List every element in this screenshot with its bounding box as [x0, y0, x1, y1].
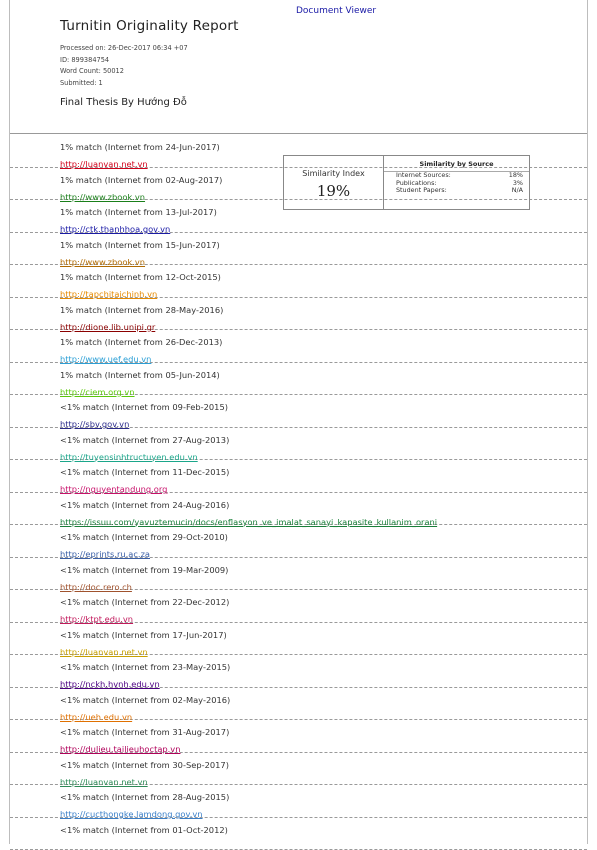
match-list — [10, 135, 587, 850]
match-source-link[interactable]: http://dulieu.tailieuhoctap.vn — [60, 744, 180, 754]
similarity-index-label: Similarity Index — [284, 169, 383, 178]
match-item — [10, 493, 587, 526]
report-id: ID: 899384754 — [60, 55, 188, 67]
match-item — [10, 298, 587, 331]
report-page — [9, 0, 588, 844]
match-source-link[interactable]: http://ueh.edu.vn — [60, 712, 132, 722]
word-count: Word Count: 50012 — [60, 66, 188, 78]
similarity-index-panel — [284, 156, 384, 209]
match-source-link[interactable]: http://nckh.hvnh.edu.vn — [60, 679, 160, 689]
match-description: <1% match (Internet from 09-Feb-2015) — [60, 402, 587, 412]
match-item — [10, 688, 587, 721]
source-value: 3% — [513, 180, 523, 188]
match-source-link[interactable]: https://issuu.com/yavuztemucin/docs/enflasyon_ve_imalat_sanayi_kapasite_kullanim_orani — [60, 517, 437, 527]
source-label: Student Papers: — [396, 187, 447, 195]
match-item — [10, 428, 587, 461]
match-item — [10, 590, 587, 623]
match-description: 1% match (Internet from 13-Jul-2017) — [60, 207, 587, 217]
match-description: <1% match (Internet from 23-May-2015) — [60, 662, 587, 672]
match-item — [10, 623, 587, 656]
match-description: <1% match (Internet from 11-Dec-2015) — [60, 467, 587, 477]
match-description: <1% match (Internet from 01-Oct-2012) — [60, 825, 587, 835]
match-description: <1% match (Internet from 19-Mar-2009) — [60, 565, 587, 575]
match-source-link[interactable]: http://dione.lib.unipi.gr — [60, 322, 155, 332]
document-viewer-link[interactable]: Document Viewer — [296, 6, 376, 16]
match-description: 1% match (Internet from 02-Aug-2017) — [60, 175, 587, 185]
match-item — [10, 265, 587, 298]
header-divider — [10, 133, 587, 134]
match-source-link[interactable]: http://www.zbook.vn — [60, 257, 145, 267]
match-description: 1% match (Internet from 26-Dec-2013) — [60, 337, 587, 347]
match-source-link[interactable]: http://www.zbook.vn — [60, 192, 145, 202]
document-title: Final Thesis By Hướng Đỗ — [60, 97, 187, 108]
match-description: <1% match (Internet from 22-Dec-2012) — [60, 597, 587, 607]
match-source-link[interactable]: http://nguyentandung.org — [60, 484, 167, 494]
similarity-summary-box — [283, 155, 530, 210]
match-description: <1% match (Internet from 31-Aug-2017) — [60, 727, 587, 737]
match-item — [10, 233, 587, 266]
match-item — [10, 818, 587, 850]
match-item — [10, 753, 587, 786]
match-item — [10, 363, 587, 396]
match-item — [10, 395, 587, 428]
match-source-link[interactable]: http://luanvan.net.vn — [60, 647, 148, 657]
match-item — [10, 655, 587, 688]
match-source-link[interactable]: http://tuyensinhtructuyen.edu.vn — [60, 452, 198, 462]
match-source-link[interactable]: http://tapchitaichinh.vn — [60, 289, 157, 299]
source-value: N/A — [512, 187, 523, 195]
match-source-link[interactable]: http://cucthongke.lamdong.gov.vn — [60, 809, 203, 819]
report-metadata — [60, 43, 188, 89]
processed-date: Processed on: 26-Dec-2017 06:34 +07 — [60, 43, 188, 55]
match-item — [10, 330, 587, 363]
source-value: 18% — [509, 172, 523, 180]
match-description: <1% match (Internet from 24-Aug-2016) — [60, 500, 587, 510]
match-description: <1% match (Internet from 17-Jun-2017) — [60, 630, 587, 640]
match-source-link[interactable]: http://www.uef.edu.vn — [60, 354, 151, 364]
match-item — [10, 785, 587, 818]
match-item — [10, 460, 587, 493]
match-source-link[interactable]: http://eprints.ru.ac.za — [60, 549, 150, 559]
match-source-link[interactable]: http://luanvan.net.vn — [60, 777, 148, 787]
source-label: Internet Sources: — [396, 172, 451, 180]
source-row-student-papers — [384, 187, 529, 195]
match-description: 1% match (Internet from 12-Oct-2015) — [60, 272, 587, 282]
match-description: <1% match (Internet from 28-Aug-2015) — [60, 792, 587, 802]
report-title: Turnitin Originality Report — [60, 18, 239, 34]
source-label: Publications: — [396, 180, 437, 188]
match-item — [10, 558, 587, 591]
match-source-link[interactable]: http://ktpt.edu.vn — [60, 614, 133, 624]
match-item — [10, 720, 587, 753]
match-source-link[interactable]: http://luanvan.net.vn — [60, 159, 148, 169]
match-description: 1% match (Internet from 15-Jun-2017) — [60, 240, 587, 250]
match-description: <1% match (Internet from 29-Oct-2010) — [60, 532, 587, 542]
match-item — [10, 525, 587, 558]
match-description: <1% match (Internet from 02-May-2016) — [60, 695, 587, 705]
match-source-link[interactable]: http://ctk.thanhhoa.gov.vn — [60, 224, 170, 234]
match-description: <1% match (Internet from 30-Sep-2017) — [60, 760, 587, 770]
match-description: 1% match (Internet from 05-Jun-2014) — [60, 370, 587, 380]
match-description: <1% match (Internet from 27-Aug-2013) — [60, 435, 587, 445]
match-source-link[interactable]: http://ciem.org.vn — [60, 387, 135, 397]
match-description: 1% match (Internet from 28-May-2016) — [60, 305, 587, 315]
similarity-by-source-title: Similarity by Source — [384, 156, 529, 172]
submitted-count: Submitted: 1 — [60, 78, 188, 90]
similarity-index-value: 19% — [284, 182, 383, 200]
match-description: 1% match (Internet from 24-Jun-2017) — [60, 142, 587, 152]
match-source-link[interactable]: http://sbv.gov.vn — [60, 419, 129, 429]
match-source-link[interactable]: http://doc.rero.ch — [60, 582, 132, 592]
similarity-by-source-panel — [384, 156, 529, 209]
